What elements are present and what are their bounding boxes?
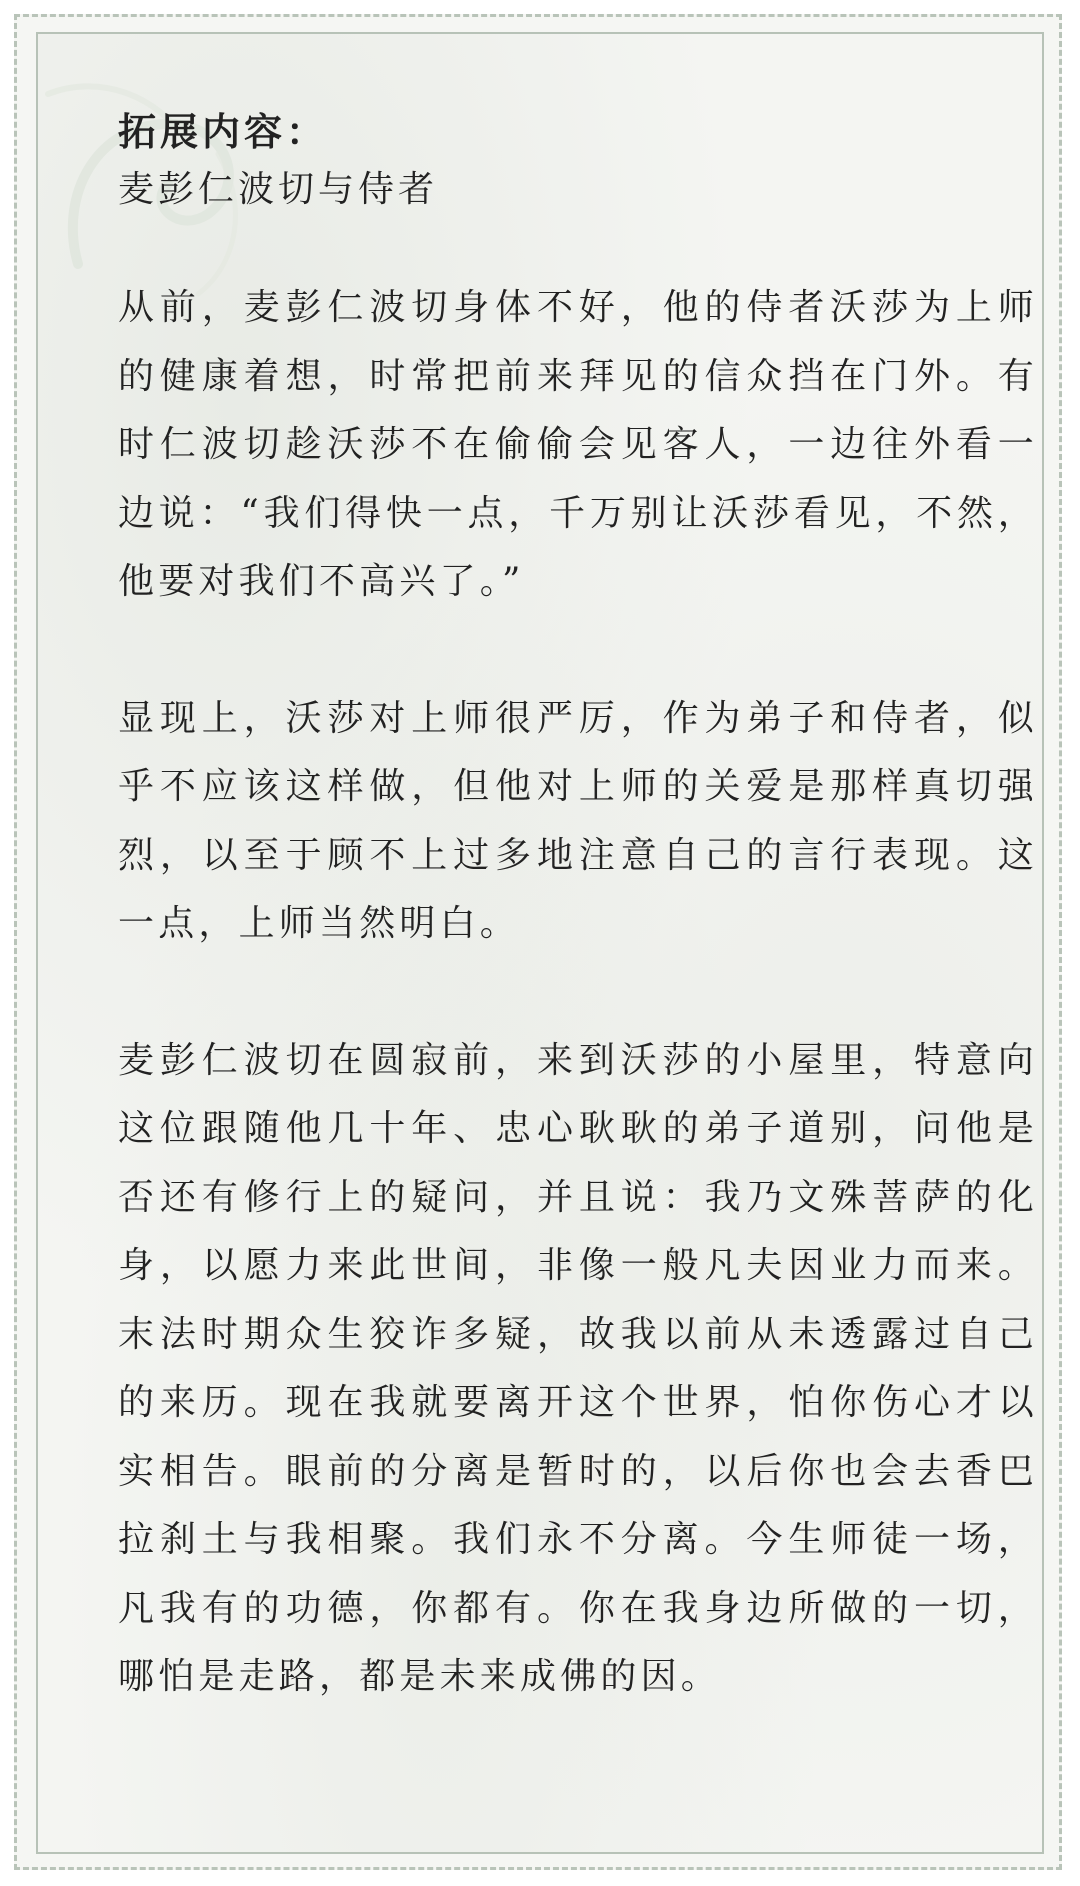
section-heading: 拓展内容：	[118, 109, 329, 154]
article-body	[118, 104, 1038, 1712]
paragraph: 从前，麦彭仁波切身体不好，他的侍者沃莎为上师的健康着想，时常把前来拜见的信众挡在门外。有时仁波切趁沃莎不在偷偷会见客人，一边往外看一边说：“我们得快一点，千万别让沃莎看见，不然，他要对我们不高兴了。”	[118, 287, 1038, 602]
article-card	[36, 32, 1044, 1854]
paragraph: 显现上，沃莎对上师很严厉，作为弟子和侍者，似乎不应该这样做，但他对上师的关爱是那样真切强烈，以至于顾不上过多地注意自己的言行表现。这一点，上师当然明白。	[118, 697, 1038, 944]
paragraph: 麦彭仁波切在圆寂前，来到沃莎的小屋里，特意向这位跟随他几十年、忠心耿耿的弟子道别，问他是否还有修行上的疑问，并且说：我乃文殊菩萨的化身，以愿力来此世间，非像一般凡夫因业力而来。末法时期众生狡诈多疑，故我以前从未透露过自己的来历。现在我就要离开这个世界，怕你伤心才以实相告。眼前的分离是暂时的，以后你也会去香巴拉刹土与我相聚。我们永不分离。今生师徒一场，凡我有的功德，你都有。你在我身边所做的一切，哪怕是走路，都是未来成佛的因。	[118, 1039, 1038, 1697]
article-title: 麦彭仁波切与侍者	[118, 169, 439, 210]
